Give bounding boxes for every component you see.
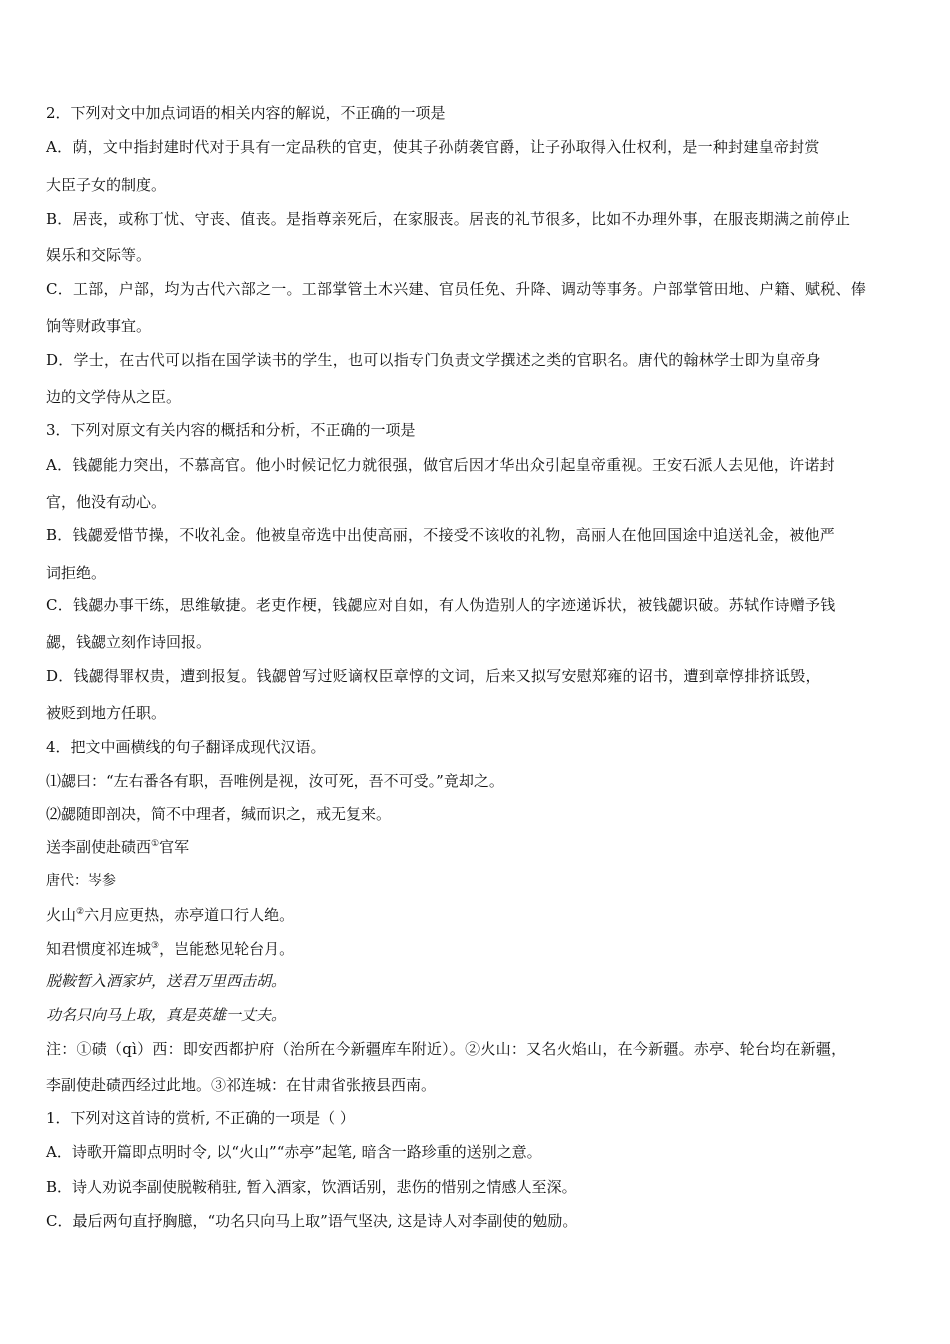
q4-sentence-2: ⑵勰随即剖决，简不中理者，缄而识之，戒无复来。 (46, 805, 392, 823)
poem-line-4: 功名只向马上取，真是英雄一丈夫。 (46, 1006, 287, 1024)
q2-option-b-line1: B．居丧，或称丁忧、守丧、值丧。是指尊亲死后，在家服丧。居丧的礼节很多，比如不办理外事，在服丧期满之前停止 (46, 210, 851, 228)
poem-notes-line2: 李副使赴碛西经过此地。③祁连城：在甘肃省张掖县西南。 (46, 1076, 437, 1094)
poem-line-1: 火山②六月应更热，赤亭道口行人绝。 (46, 906, 295, 924)
q3-option-c-line2: 勰，钱勰立刻作诗回报。 (46, 633, 212, 651)
q3-option-a-line1: A．钱勰能力突出，不慕高官。他小时候记忆力就很强，做官后因才华出众引起皇帝重视。王安石派人去见他，许诺封 (46, 456, 835, 474)
q4-stem: 4．把文中画横线的句子翻译成现代汉语。 (46, 738, 326, 756)
q3-option-c-line1: C．钱勰办事干练，思维敏捷。老吏作梗，钱勰应对自如，有人伪造别人的字迹递诉状，被钱勰识破。苏轼作诗赠予钱 (46, 596, 836, 614)
q2-option-d-line2: 边的文学侍从之臣。 (46, 388, 182, 406)
poem-author: 唐代：岑参 (46, 873, 116, 889)
q2-option-d-line1: D．学士，在古代可以指在国学读书的学生，也可以指专门负责文学撰述之类的官职名。唐代的翰林学士即为皇帝身 (46, 351, 821, 369)
q4-sentence-1: ⑴勰曰：“左右番各有职，吾唯例是视，汝可死，吾不可受。”竟却之。 (46, 772, 504, 790)
poem-q1-option-c: C．最后两句直抒胸臆，“功名只向马上取”语气坚决, 这是诗人对李副使的勉励。 (46, 1212, 578, 1230)
poem-q1-option-a: A．诗歌开篇即点明时令, 以“火山”“赤亭”起笔, 暗含一路珍重的送别之意。 (46, 1143, 542, 1161)
q3-stem: 3．下列对原文有关内容的概括和分析，不正确的一项是 (46, 421, 416, 439)
q3-option-b-line2: 词拒绝。 (46, 564, 107, 582)
q2-option-c-line2: 饷等财政事宜。 (46, 317, 152, 335)
poem-q1-option-b: B．诗人劝说李副使脱鞍稍驻, 暂入酒家，饮酒话别，悲伤的惜别之情感人至深。 (46, 1178, 577, 1196)
poem-line-3: 脱鞍暂入酒家垆，送君万里西击胡。 (46, 972, 287, 990)
q2-option-c-line1: C．工部，户部，均为古代六部之一。工部掌管土木兴建、官员任免、升降、调动等事务。户部掌管田地、户籍、赋税、俸 (46, 280, 866, 298)
q3-option-d-line1: D．钱勰得罪权贵，遭到报复。钱勰曾写过贬谪权臣章惇的文词，后来又拟写安慰郑雍的诏书，遭到章惇排挤诋毁， (46, 667, 821, 685)
poem-title: 送李副使赴碛西①官军 (46, 838, 190, 856)
q2-option-a-line2: 大臣子女的制度。 (46, 176, 167, 194)
q2-stem: 2．下列对文中加点词语的相关内容的解说，不正确的一项是 (46, 104, 446, 122)
q3-option-a-line2: 官，他没有动心。 (46, 493, 167, 511)
q3-option-d-line2: 被贬到地方任职。 (46, 704, 167, 722)
poem-q1-stem: 1．下列对这首诗的赏析, 不正确的一项是（ ） (46, 1109, 355, 1127)
poem-line-2: 知君惯度祁连城③，岂能愁见轮台月。 (46, 940, 295, 958)
poem-notes-line1: 注：①碛（qì）西：即安西都护府（治所在今新疆库车附近）。②火山：又名火焰山，在今新疆。赤亭、轮台均在新疆， (46, 1040, 847, 1058)
q3-option-b-line1: B．钱勰爱惜节操，不收礼金。他被皇帝选中出使高丽，不接受不该收的礼物，高丽人在他回国途中追送礼金，被他严 (46, 526, 836, 544)
q2-option-b-line2: 娱乐和交际等。 (46, 246, 152, 264)
q2-option-a-line1: A．荫，文中指封建时代对于具有一定品秩的官吏，使其子孙荫袭官爵，让子孙取得入仕权利，是一种封建皇帝封赏 (46, 138, 820, 156)
